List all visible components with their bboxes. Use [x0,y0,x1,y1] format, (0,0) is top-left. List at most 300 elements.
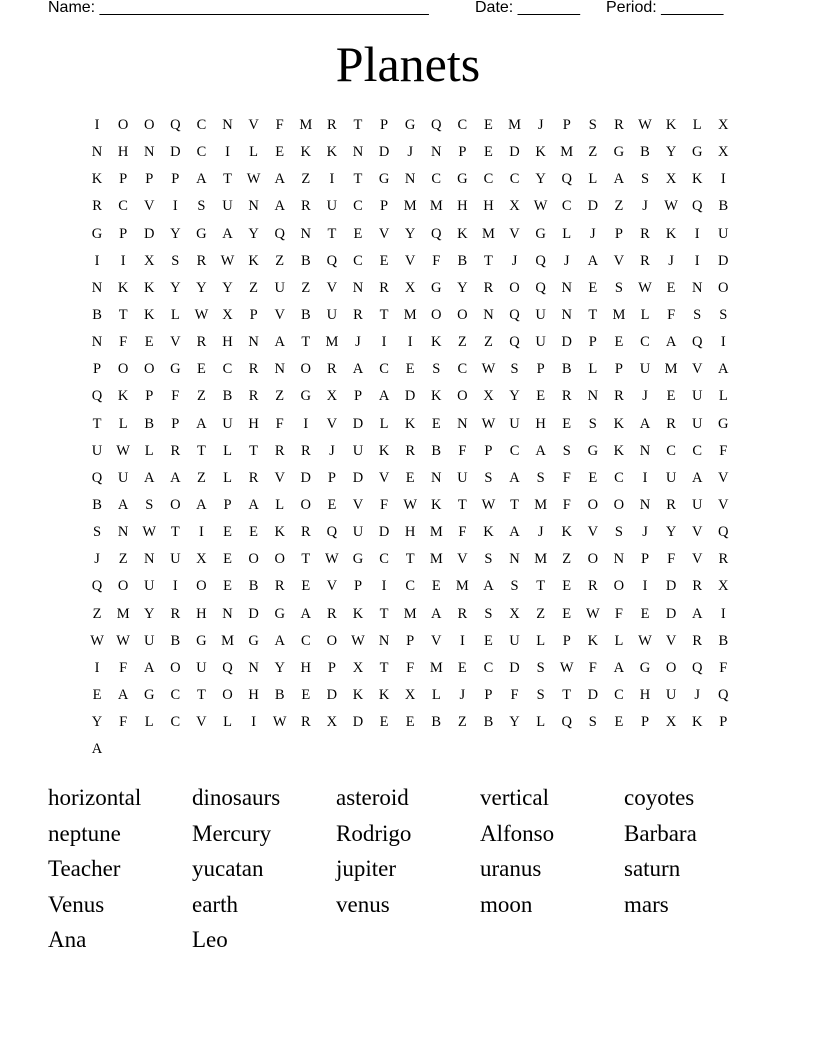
grid-letter[interactable]: M [299,117,313,134]
grid-letter[interactable]: E [562,578,572,595]
grid-letter[interactable]: B [431,442,442,459]
grid-letter[interactable]: N [691,279,703,296]
grid-letter[interactable]: E [92,687,102,704]
grid-letter[interactable]: N [587,388,599,405]
grid-letter[interactable]: P [640,551,650,568]
grid-letter[interactable]: N [431,469,442,486]
grid-letter[interactable]: N [143,144,155,161]
grid-letter[interactable]: O [196,578,207,595]
grid-letter[interactable]: P [719,714,728,731]
grid-letter[interactable]: R [353,307,363,324]
grid-letter[interactable]: J [642,198,648,215]
grid-letter[interactable]: J [694,687,701,704]
grid-letter[interactable]: X [718,578,729,595]
grid-letter[interactable]: Z [457,714,467,731]
grid-letter[interactable]: S [588,415,597,432]
grid-letter[interactable]: C [379,551,389,568]
grid-letter[interactable]: K [378,687,390,704]
grid-letter[interactable]: R [379,279,389,296]
grid-letter[interactable]: H [248,687,259,704]
grid-letter[interactable]: C [692,442,703,459]
grid-letter[interactable]: V [326,578,338,595]
grid-letter[interactable]: G [143,687,155,704]
grid-letter[interactable]: O [457,388,468,405]
grid-letter[interactable]: N [457,415,468,432]
grid-letter[interactable]: N [248,334,259,351]
grid-letter[interactable]: Q [691,334,703,351]
grid-letter[interactable]: R [692,632,703,649]
grid-letter[interactable]: D [143,225,155,242]
grid-letter[interactable]: N [274,361,285,378]
grid-letter[interactable]: Z [301,171,311,188]
grid-letter[interactable]: S [484,605,493,622]
grid-letter[interactable]: B [483,714,494,731]
grid-letter[interactable]: I [694,252,700,269]
grid-letter[interactable]: Y [222,279,233,296]
grid-letter[interactable]: J [563,252,570,269]
grid-letter[interactable]: C [170,687,181,704]
grid-letter[interactable]: V [718,469,729,486]
grid-letter[interactable]: K [431,497,442,514]
grid-letter[interactable]: S [614,524,623,541]
grid-letter[interactable]: Y [91,714,103,731]
grid-letter[interactable]: A [248,497,259,514]
grid-letter[interactable]: G [170,361,181,378]
grid-letter[interactable]: E [666,388,676,405]
grid-letter[interactable]: H [639,687,651,704]
grid-letter[interactable]: O [170,659,181,676]
grid-letter[interactable]: E [666,279,676,296]
grid-letter[interactable]: X [326,714,338,731]
grid-letter[interactable]: C [483,171,494,188]
grid-letter[interactable]: R [274,578,285,595]
grid-letter[interactable]: U [117,469,129,486]
grid-letter[interactable]: L [170,307,180,324]
grid-letter[interactable]: W [351,632,365,649]
grid-letter[interactable]: R [718,551,729,568]
grid-letter[interactable]: P [640,714,650,731]
grid-letter[interactable]: S [536,687,545,704]
grid-letter[interactable]: A [509,524,520,541]
grid-letter[interactable]: K [587,632,599,649]
grid-letter[interactable]: Z [457,334,467,351]
grid-letter[interactable]: N [91,334,103,351]
grid-letter[interactable]: P [614,225,623,242]
grid-letter[interactable]: Z [484,334,493,351]
grid-letter[interactable]: E [301,687,311,704]
grid-letter[interactable]: Y [665,144,677,161]
grid-letter[interactable]: F [588,659,597,676]
grid-letter[interactable]: O [718,279,729,296]
grid-letter[interactable]: D [404,388,416,405]
grid-letter[interactable]: F [614,605,623,622]
grid-letter[interactable]: N [639,497,651,514]
grid-letter[interactable]: V [691,524,703,541]
grid-letter[interactable]: W [638,117,652,134]
grid-letter[interactable]: W [481,415,496,432]
grid-letter[interactable]: F [275,415,284,432]
grid-letter[interactable]: D [248,605,259,622]
grid-letter[interactable]: B [170,632,181,649]
grid-letter[interactable]: T [301,551,311,568]
grid-letter[interactable]: R [666,497,676,514]
grid-letter[interactable]: H [457,198,468,215]
grid-letter[interactable]: G [639,659,651,676]
grid-letter[interactable]: B [144,415,155,432]
grid-letter[interactable]: K [91,171,103,188]
grid-letter[interactable]: C [196,144,207,161]
grid-letter[interactable]: E [484,117,493,134]
grid-letter[interactable]: Q [274,225,285,242]
grid-letter[interactable]: Q [691,659,703,676]
grid-letter[interactable]: T [118,307,128,324]
grid-letter[interactable]: E [431,578,441,595]
grid-letter[interactable]: R [587,578,598,595]
grid-letter[interactable]: R [327,605,337,622]
grid-letter[interactable]: L [144,442,154,459]
grid-letter[interactable]: C [666,442,676,459]
grid-letter[interactable]: F [171,388,180,405]
grid-letter[interactable]: Q [561,171,572,188]
grid-letter[interactable]: X [509,605,520,622]
grid-letter[interactable]: Y [170,225,181,242]
grid-letter[interactable]: S [719,307,728,324]
grid-letter[interactable]: X [352,659,364,676]
grid-letter[interactable]: I [642,469,648,486]
grid-letter[interactable]: Q [91,469,103,486]
grid-letter[interactable]: T [196,442,206,459]
grid-letter[interactable]: K [274,524,285,541]
grid-letter[interactable]: H [535,415,546,432]
grid-letter[interactable]: C [457,361,468,378]
grid-letter[interactable]: B [92,497,102,514]
grid-letter[interactable]: Q [535,252,546,269]
grid-letter[interactable]: V [509,225,520,242]
grid-letter[interactable]: C [379,361,389,378]
grid-letter[interactable]: G [91,225,103,242]
grid-letter[interactable]: L [118,415,128,432]
grid-letter[interactable]: S [562,442,571,459]
grid-letter[interactable]: G [587,442,599,459]
grid-letter[interactable]: R [196,334,207,351]
grid-letter[interactable]: O [665,659,677,676]
grid-letter[interactable]: N [91,144,103,161]
grid-letter[interactable]: Y [248,225,259,242]
grid-letter[interactable]: S [614,279,623,296]
grid-letter[interactable]: W [142,524,157,541]
grid-letter[interactable]: B [718,632,729,649]
grid-letter[interactable]: M [455,578,469,595]
grid-letter[interactable]: M [508,117,521,134]
grid-letter[interactable]: M [429,198,443,215]
grid-letter[interactable]: N [509,551,520,568]
grid-letter[interactable]: E [223,551,232,568]
grid-letter[interactable]: F [719,659,728,676]
grid-letter[interactable]: G [378,171,390,188]
grid-letter[interactable]: A [196,415,207,432]
grid-letter[interactable]: I [720,334,726,351]
grid-letter[interactable]: K [352,605,364,622]
grid-letter[interactable]: A [117,687,129,704]
grid-letter[interactable]: N [561,307,572,324]
grid-letter[interactable]: K [117,388,129,405]
grid-letter[interactable]: A [691,605,703,622]
grid-letter[interactable]: C [483,659,494,676]
grid-letter[interactable]: U [691,415,703,432]
grid-letter[interactable]: D [352,415,364,432]
grid-letter[interactable]: W [116,442,130,459]
grid-letter[interactable]: O [117,117,129,134]
grid-letter[interactable]: R [248,469,259,486]
grid-letter[interactable]: R [640,225,650,242]
grid-letter[interactable]: J [642,524,648,541]
grid-letter[interactable]: P [458,144,467,161]
grid-letter[interactable]: L [562,225,572,242]
grid-letter[interactable]: J [459,687,466,704]
grid-letter[interactable]: T [588,307,598,324]
grid-letter[interactable]: K [613,415,625,432]
grid-letter[interactable]: V [352,497,364,514]
grid-letter[interactable]: N [639,442,651,459]
grid-letter[interactable]: B [718,198,729,215]
grid-letter[interactable]: L [275,497,285,514]
grid-letter[interactable]: R [248,388,259,405]
grid-letter[interactable]: I [381,334,387,351]
grid-letter[interactable]: J [511,252,518,269]
grid-letter[interactable]: V [431,632,442,649]
grid-letter[interactable]: S [93,524,102,541]
grid-letter[interactable]: U [196,659,207,676]
grid-letter[interactable]: E [223,578,232,595]
grid-letter[interactable]: S [510,361,519,378]
grid-letter[interactable]: F [719,442,728,459]
grid-letter[interactable]: E [484,632,493,649]
grid-letter[interactable]: E [484,144,493,161]
grid-letter[interactable]: I [199,524,204,541]
grid-letter[interactable]: U [352,524,364,541]
grid-letter[interactable]: F [458,524,467,541]
grid-letter[interactable]: A [509,469,520,486]
grid-letter[interactable]: B [222,388,233,405]
grid-letter[interactable]: K [561,524,572,541]
grid-letter[interactable]: V [170,334,181,351]
grid-letter[interactable]: I [329,171,335,188]
grid-letter[interactable]: I [642,578,648,595]
grid-letter[interactable]: N [248,198,259,215]
grid-letter[interactable]: R [327,117,337,134]
grid-letter[interactable]: M [612,307,626,324]
grid-letter[interactable]: V [718,497,729,514]
grid-letter[interactable]: J [407,144,413,161]
grid-letter[interactable]: K [404,415,416,432]
grid-letter[interactable]: G [352,551,364,568]
grid-letter[interactable]: N [117,524,129,541]
grid-letter[interactable]: R [405,442,415,459]
grid-letter[interactable]: M [534,551,548,568]
grid-letter[interactable]: V [691,551,703,568]
grid-letter[interactable]: K [691,714,703,731]
grid-letter[interactable]: H [196,605,207,622]
grid-letter[interactable]: M [403,198,417,215]
grid-letter[interactable]: R [614,388,624,405]
grid-letter[interactable]: I [225,144,230,161]
grid-letter[interactable]: C [353,252,363,269]
grid-letter[interactable]: O [143,361,155,378]
grid-letter[interactable]: G [248,632,259,649]
grid-letter[interactable]: I [694,225,700,242]
grid-letter[interactable]: D [718,252,729,269]
grid-letter[interactable]: R [300,442,311,459]
grid-letter[interactable]: S [536,659,545,676]
grid-letter[interactable]: E [379,714,389,731]
grid-letter[interactable]: Z [92,605,102,622]
grid-letter[interactable]: T [536,578,546,595]
grid-letter[interactable]: P [249,307,258,324]
grid-letter[interactable]: H [404,524,416,541]
grid-letter[interactable]: M [429,659,443,676]
grid-letter[interactable]: E [223,524,232,541]
grid-letter[interactable]: A [274,632,285,649]
grid-letter[interactable]: O [248,551,259,568]
grid-letter[interactable]: E [301,578,311,595]
grid-letter[interactable]: E [327,497,337,514]
grid-letter[interactable]: F [432,252,441,269]
grid-letter[interactable]: U [222,198,233,215]
grid-letter[interactable]: Y [457,279,468,296]
grid-letter[interactable]: W [246,171,261,188]
grid-letter[interactable]: Y [143,605,155,622]
grid-letter[interactable]: Q [509,334,520,351]
grid-letter[interactable]: P [327,469,336,486]
grid-letter[interactable]: A [639,415,651,432]
grid-letter[interactable]: S [588,117,597,134]
grid-letter[interactable]: X [143,252,155,269]
grid-letter[interactable]: P [380,117,389,134]
grid-letter[interactable]: K [300,144,312,161]
grid-letter[interactable]: A [613,659,625,676]
grid-letter[interactable]: O [300,497,312,514]
grid-letter[interactable]: W [481,361,496,378]
grid-letter[interactable]: I [381,578,387,595]
grid-letter[interactable]: Z [118,551,128,568]
grid-letter[interactable]: Q [509,307,520,324]
grid-letter[interactable]: R [483,279,494,296]
grid-letter[interactable]: W [325,551,339,568]
grid-letter[interactable]: X [718,117,729,134]
grid-letter[interactable]: V [326,279,338,296]
grid-letter[interactable]: R [300,714,311,731]
grid-letter[interactable]: O [117,361,129,378]
grid-letter[interactable]: I [251,714,257,731]
grid-letter[interactable]: Y [509,714,520,731]
grid-letter[interactable]: R [614,117,624,134]
grid-letter[interactable]: L [223,442,232,459]
grid-letter[interactable]: A [483,578,494,595]
grid-letter[interactable]: O [509,279,520,296]
grid-letter[interactable]: X [196,551,207,568]
grid-letter[interactable]: W [116,632,130,649]
grid-letter[interactable]: U [665,469,677,486]
grid-letter[interactable]: T [92,415,102,432]
grid-letter[interactable]: D [326,687,338,704]
grid-letter[interactable]: R [170,442,181,459]
grid-letter[interactable]: T [405,551,415,568]
grid-letter[interactable]: A [196,171,207,188]
grid-letter[interactable]: C [457,117,468,134]
grid-letter[interactable]: J [668,252,674,269]
grid-letter[interactable]: M [534,497,548,514]
grid-letter[interactable]: T [170,524,180,541]
grid-letter[interactable]: I [720,171,726,188]
grid-letter[interactable]: O [457,307,468,324]
grid-letter[interactable]: K [483,524,494,541]
grid-letter[interactable]: W [638,279,652,296]
grid-letter[interactable]: L [588,171,598,188]
grid-letter[interactable]: R [666,415,676,432]
grid-letter[interactable]: C [405,578,415,595]
grid-letter[interactable]: D [665,578,677,595]
grid-letter[interactable]: A [143,469,155,486]
grid-letter[interactable]: O [587,551,599,568]
grid-letter[interactable]: W [638,632,652,649]
grid-letter[interactable]: E [353,225,363,242]
grid-letter[interactable]: I [459,632,465,649]
grid-letter[interactable]: P [536,361,545,378]
grid-letter[interactable]: B [640,144,650,161]
grid-letter[interactable]: F [667,307,676,324]
grid-letter[interactable]: P [562,632,571,649]
grid-letter[interactable]: L [718,388,728,405]
grid-letter[interactable]: F [119,659,128,676]
grid-letter[interactable]: E [562,605,572,622]
grid-letter[interactable]: J [642,388,648,405]
grid-letter[interactable]: K [431,334,442,351]
grid-letter[interactable]: X [222,307,233,324]
grid-letter[interactable]: E [144,334,154,351]
grid-letter[interactable]: R [248,361,259,378]
grid-letter[interactable]: C [353,198,363,215]
grid-letter[interactable]: T [353,171,363,188]
grid-letter[interactable]: D [378,524,390,541]
grid-letter[interactable]: P [171,415,180,432]
grid-letter[interactable]: B [300,307,311,324]
grid-letter[interactable]: E [588,279,598,296]
grid-letter[interactable]: R [300,198,311,215]
grid-letter[interactable]: Y [170,279,181,296]
grid-letter[interactable]: J [590,225,596,242]
grid-letter[interactable]: O [170,497,181,514]
grid-letter[interactable]: V [274,469,285,486]
grid-letter[interactable]: M [116,605,130,622]
grid-letter[interactable]: H [222,334,233,351]
grid-letter[interactable]: Z [588,144,598,161]
grid-letter[interactable]: D [509,144,520,161]
grid-letter[interactable]: T [457,497,467,514]
grid-letter[interactable]: V [404,252,416,269]
grid-letter[interactable]: A [300,605,312,622]
grid-letter[interactable]: K [352,687,364,704]
grid-letter[interactable]: O [222,687,233,704]
grid-letter[interactable]: A [691,469,703,486]
grid-letter[interactable]: R [692,578,703,595]
grid-letter[interactable]: A [378,388,390,405]
grid-letter[interactable]: P [406,632,415,649]
grid-letter[interactable]: Y [404,225,416,242]
grid-letter[interactable]: X [718,144,729,161]
grid-letter[interactable]: Q [91,578,103,595]
grid-letter[interactable]: U [91,442,103,459]
grid-letter[interactable]: I [303,415,309,432]
